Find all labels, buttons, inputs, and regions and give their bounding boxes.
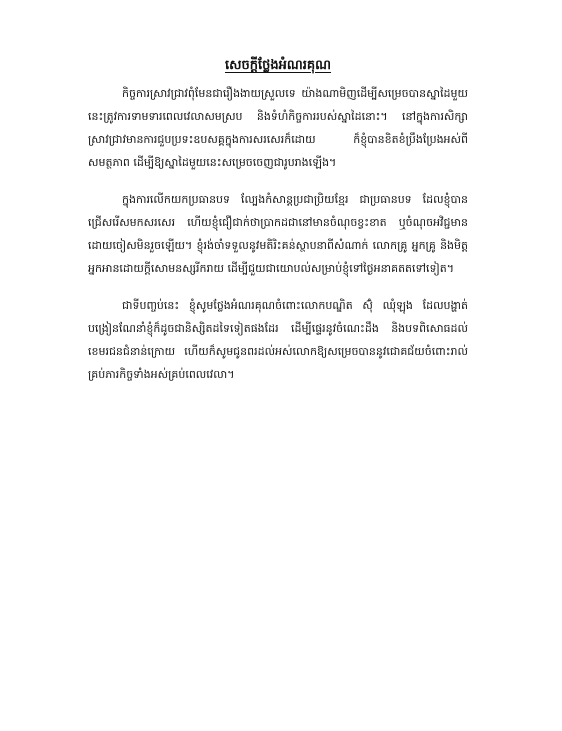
document-body (88, 56, 468, 400)
paragraph-3: ជាទីបញ្ចប់នេះ ខ្ញុំសូមថ្លែងអំណរគុណចំពោះលោកបណ្ឌិត ស៊ុំ ឈុំឡុង ដែលបង្ហាត់បង្រៀនណែនាំខ្ញុំក៏ដូចជានិស្សិតដទៃទៀតផងដែរ ដើម្បីផ្ទេរនូវចំណេះដឹង និងបទពិសោធដល់ខេមរជនជំនាន់ក្រោយ ហើយក៏សូមជូនពរដល់អស់លោកឱ្យសម្រេចបាននូវជោគជ័យចំពោះរាល់គ្រប់ភារកិច្ចទាំងអស់គ្រប់ពេលវេលា។ (88, 299, 468, 381)
page-title: សេចក្តីថ្លែងអំណរគុណ (224, 58, 331, 73)
paragraph-2: ក្នុងការលើកយកប្រធានបទ ល្បែងកំសាន្តប្រជាប្រិយខ្មែរ ជាប្រធានបទ ដែលខ្ញុំបានជ្រើសរើសមកសរសេរ ហើយខ្ញុំជឿជាក់ថាប្រាកដជានៅមានចំណុចខ្វះខាត ឬចំណុចអវិជ្ជមានដោយចៀសមិនរួចឡើយ។ ខ្ញុំរង់ចាំទទួលនូវមតិរិះគន់ស្ថាបនាពីសំណាក់ លោកគ្រូ អ្នកគ្រូ និងមិត្តអ្នកអានដោយក្តីសោមនស្សរីករាយ ដើម្បីជួយជាយោបល់សម្រាប់ខ្ញុំទៅថ្ងៃអនាគតតទៅទៀត។ (88, 193, 468, 275)
paragraph-1: កិច្ចការស្រាវជ្រាវពុំមែនជារឿងងាយស្រួលទេ យ៉ាងណាមិញដើម្បីសម្រេចបានស្នាដៃមួយនេះត្រូវការទាមទារពេលវេលាសមស្រប និងទំហំកិច្ចការរបស់ស្នាដៃនោះ។ នៅក្នុងការសិក្សាស្រាវជ្រាវមានការជួបប្រទះឧបសគ្គក្នុងការសរសេរក៏ដោយ ក៏ខ្ញុំបានខិតខំប្រឹងប្រែងអស់ពីសមត្ថភាព ដើម្បីឱ្យស្នាដៃមួយនេះសម្រេចចេញជារូបរាងឡើង។ (88, 87, 468, 169)
